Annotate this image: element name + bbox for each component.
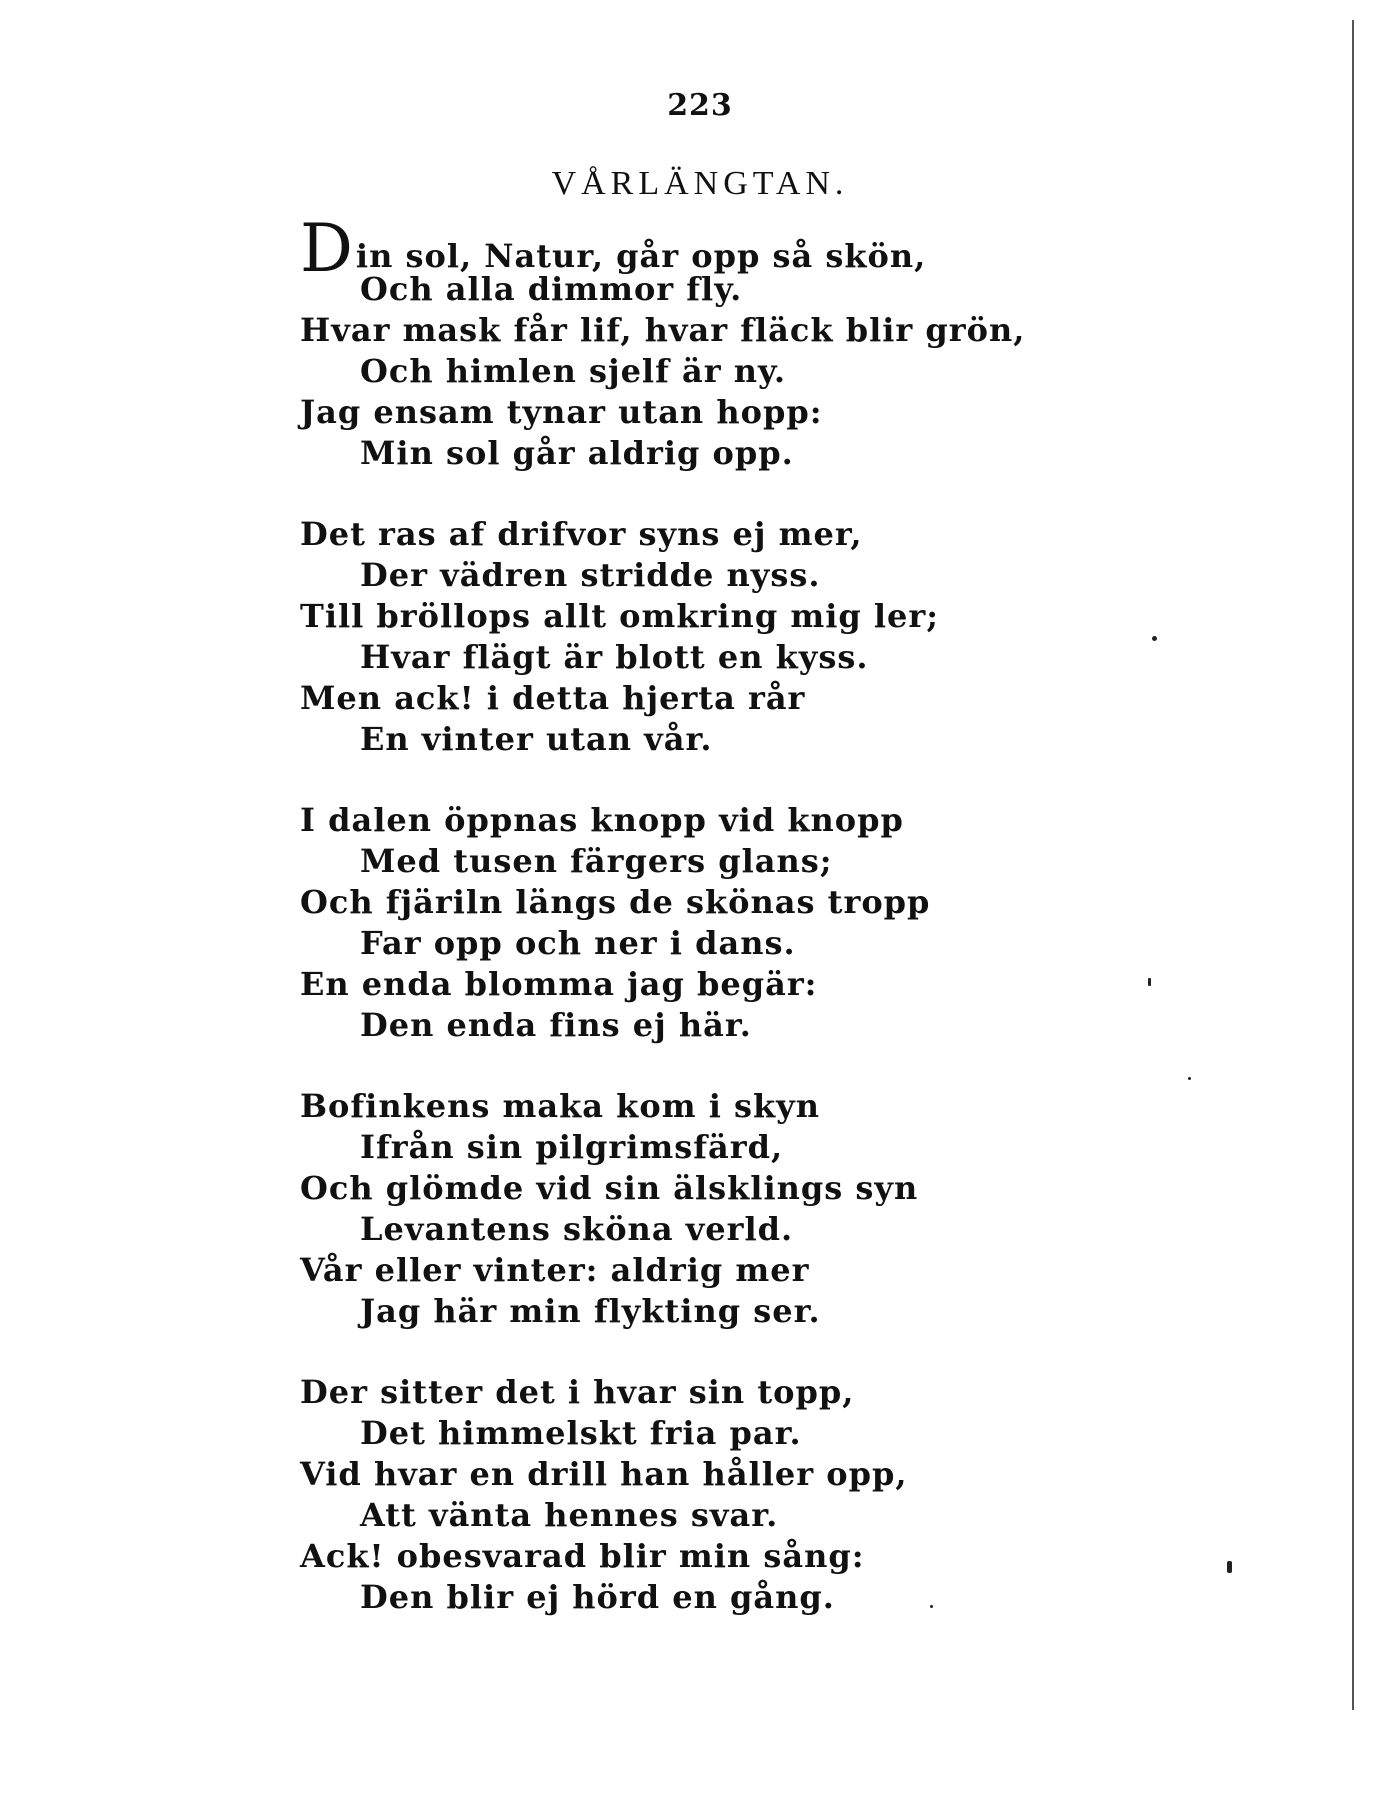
poem-line: Jag här min flykting ser.: [360, 1292, 821, 1330]
poem-line: I dalen öppnas knopp vid knopp: [300, 801, 904, 839]
scan-speck: [1148, 978, 1151, 986]
poem-line: Min sol går aldrig opp.: [360, 434, 794, 472]
scan-speck: [1188, 1077, 1191, 1080]
scan-edge-line: [1352, 20, 1354, 1710]
stanza-4: [300, 1086, 1200, 1332]
poem-body: [300, 210, 1200, 1658]
poem-line: Vid hvar en drill han håller opp,: [300, 1455, 908, 1493]
poem-line: Den blir ej hörd en gång.: [360, 1578, 835, 1616]
scan-speck: [1227, 1561, 1232, 1573]
poem-line: Den enda fins ej här.: [360, 1006, 752, 1044]
poem-line: Det himmelskt fria par.: [360, 1414, 802, 1452]
poem-line: En vinter utan vår.: [360, 720, 713, 758]
scan-speck: [1152, 636, 1157, 641]
poem-line: Att vänta hennes svar.: [360, 1496, 779, 1534]
poem-line: Hvar mask får lif, hvar fläck blir grön,: [300, 311, 1026, 349]
poem-line: Och glömde vid sin älsklings syn: [300, 1169, 919, 1207]
poem-line: Och fjäriln längs de skönas tropp: [300, 883, 931, 921]
poem-line: Med tusen färgers glans;: [360, 842, 833, 880]
poem-line: Der vädren stridde nyss.: [360, 556, 821, 594]
stanza-5: [300, 1372, 1200, 1618]
poem-line: Till bröllops allt omkring mig ler;: [300, 597, 940, 635]
scan-speck: [930, 1605, 933, 1608]
page-number: 223: [667, 88, 733, 123]
poem-line: Det ras af drifvor syns ej mer,: [300, 515, 863, 553]
poem-line: Der sitter det i hvar sin topp,: [300, 1373, 855, 1411]
poem-line: Vår eller vinter: aldrig mer: [300, 1251, 810, 1289]
poem-line: Men ack! i detta hjerta rår: [300, 679, 806, 717]
poem-line: Och himlen sjelf är ny.: [360, 352, 787, 390]
poem-line: Far opp och ner i dans.: [360, 924, 796, 962]
poem-line: Bofinkens maka kom i skyn: [300, 1087, 821, 1125]
drop-cap: D: [300, 210, 354, 287]
stanza-1: [300, 210, 1200, 474]
poem-title: VÅRLÄNGTAN.: [551, 165, 849, 202]
poem-line: Jag ensam tynar utan hopp:: [300, 393, 823, 431]
poem-line: Ack! obesvarad blir min sång:: [300, 1537, 865, 1575]
poem-line: Hvar flägt är blott en kyss.: [360, 638, 869, 676]
poem-line: Och alla dimmor fly.: [360, 270, 743, 308]
poem-line: Levantens sköna verld.: [360, 1210, 794, 1248]
stanza-3: [300, 800, 1200, 1046]
poem-line: En enda blomma jag begär:: [300, 965, 818, 1003]
poem-line: [300, 210, 1200, 287]
first-line-text: in sol, Natur, går opp så skön,: [355, 237, 927, 275]
stanza-2: [300, 514, 1200, 760]
poem-line: Ifrån sin pilgrimsfärd,: [360, 1128, 784, 1166]
